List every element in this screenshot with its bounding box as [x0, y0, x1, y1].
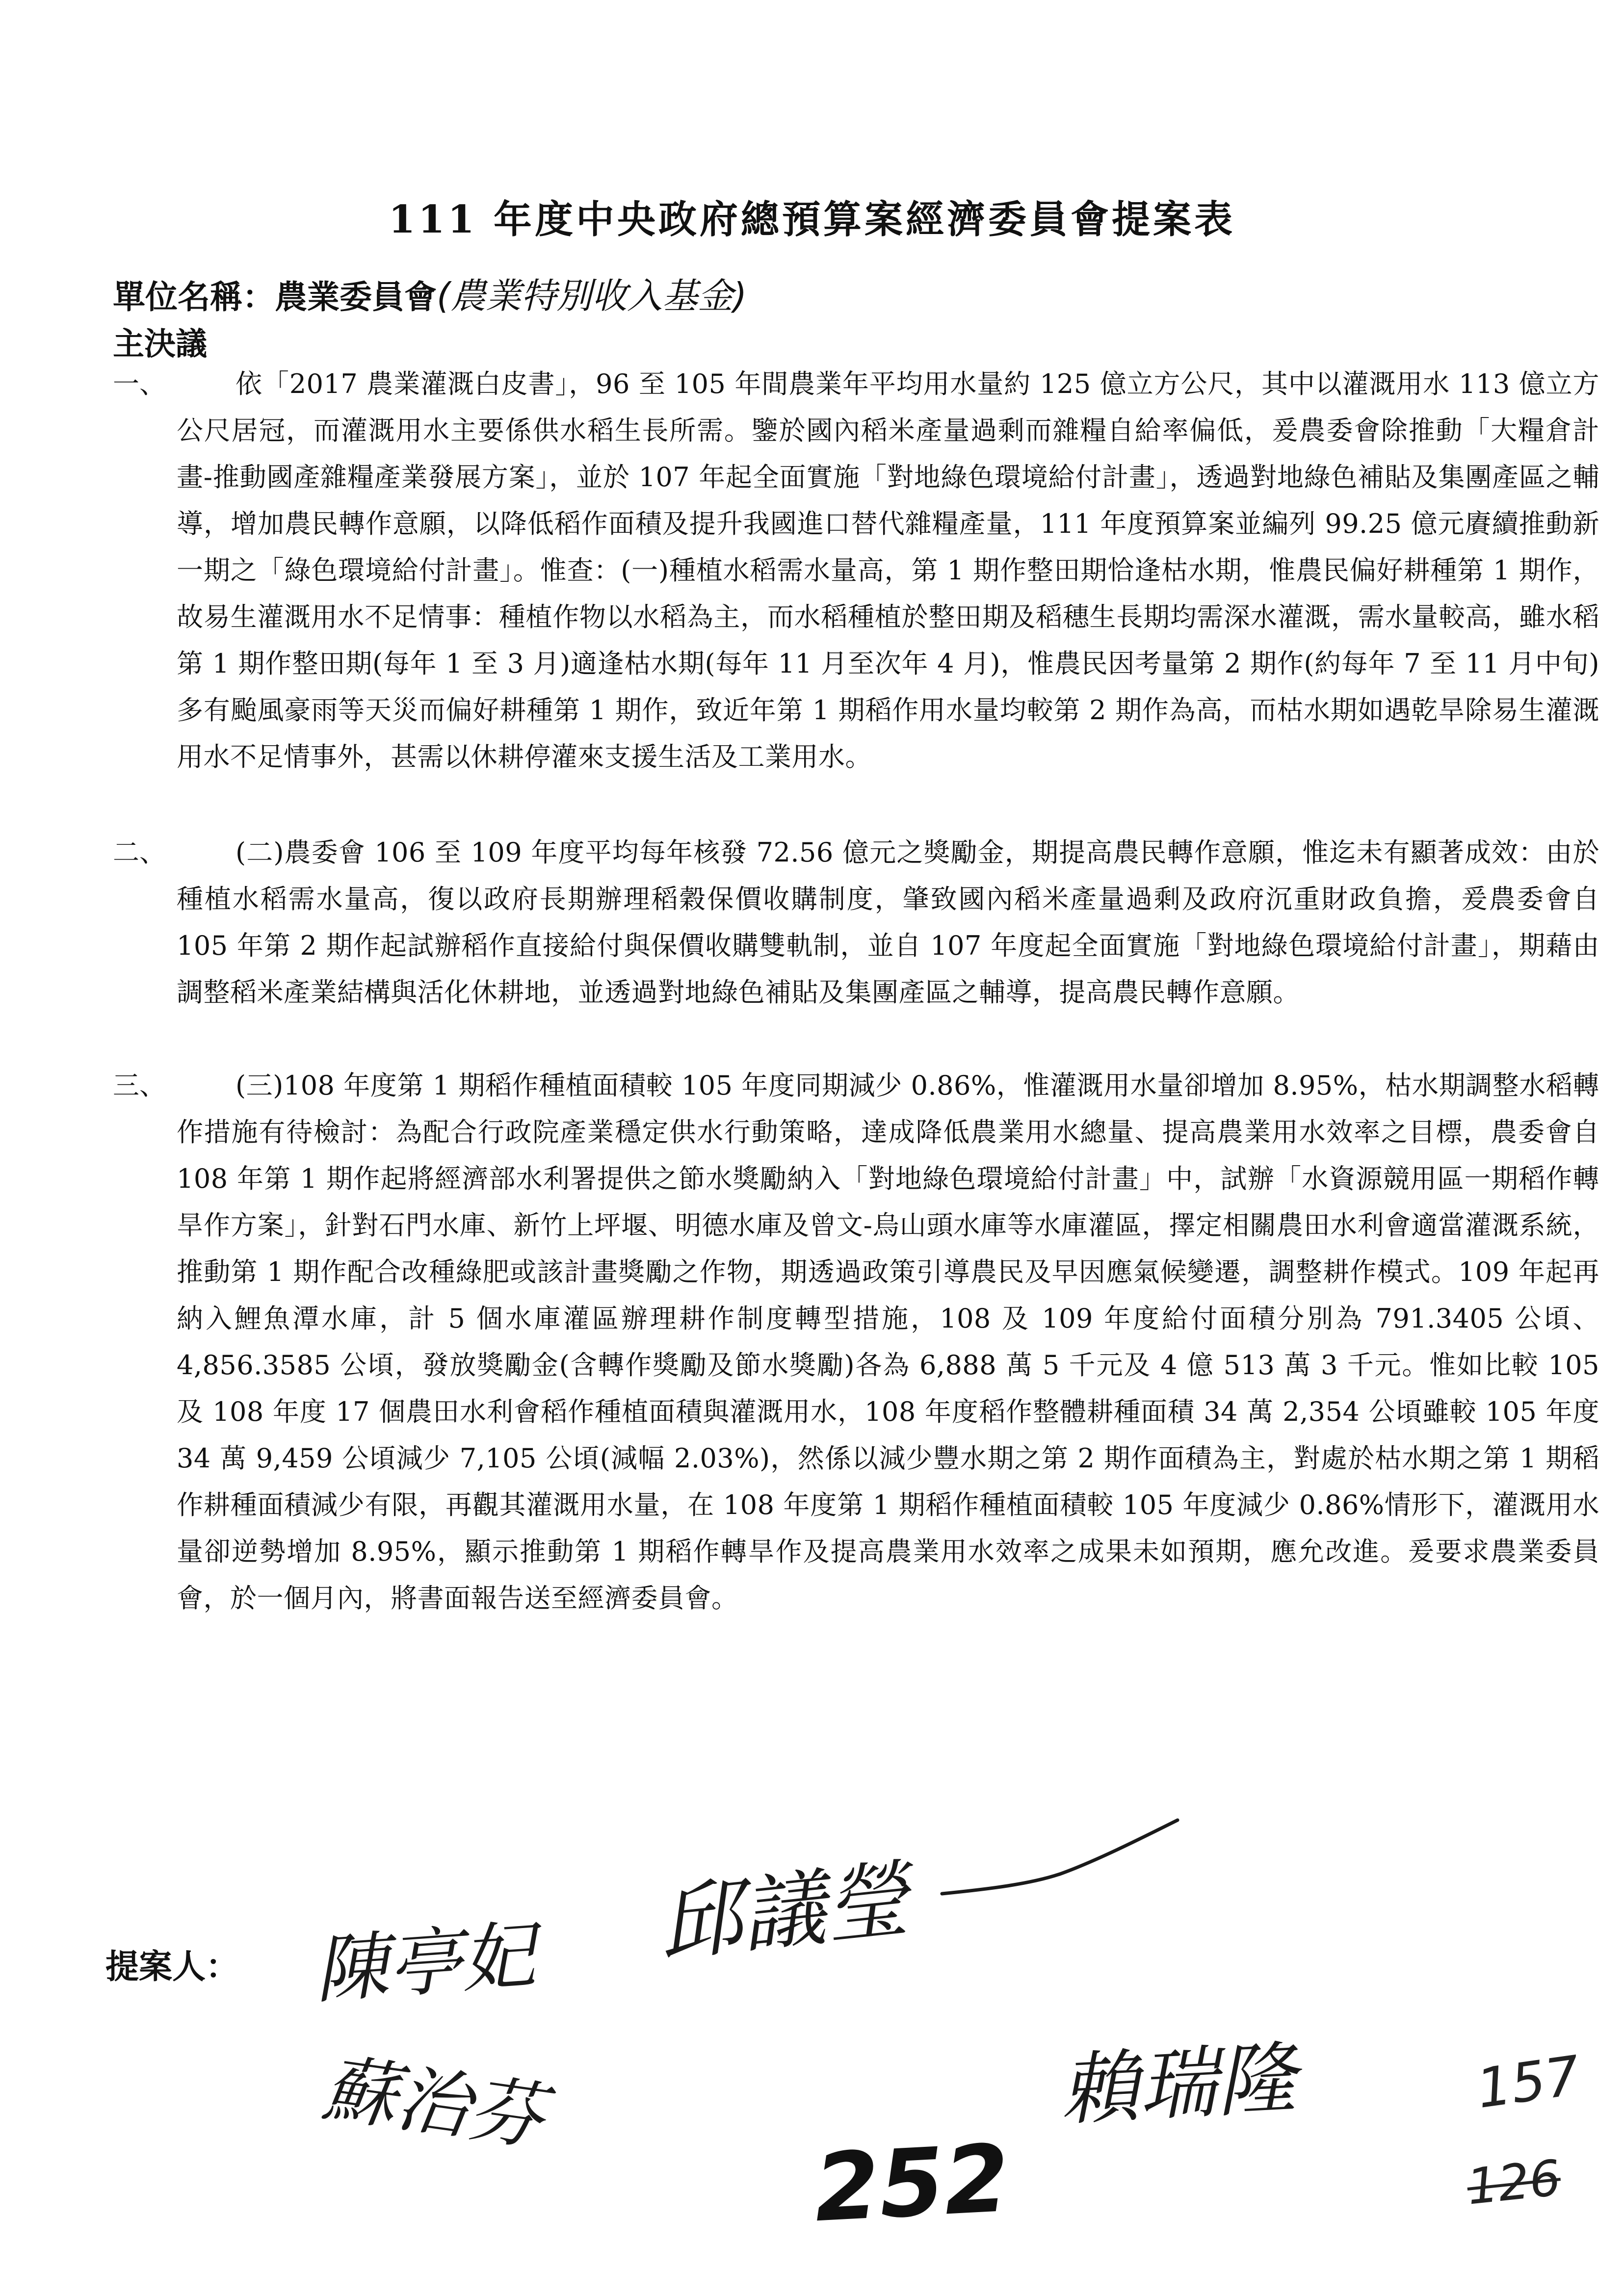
margin-number-struck: 126 — [1464, 2149, 1564, 2216]
item-number: 一、 — [113, 368, 166, 399]
unit-line — [113, 267, 747, 318]
signature: 陳亭妃 — [312, 1913, 538, 2014]
resolution-heading: 主決議 — [113, 326, 207, 363]
item-text: (三)108 年度第 1 期稻作種植面積較 105 年度同期減少 0.86%，惟灌溉用水量卻增加 8.95%，枯水期調整水稻轉作措施有待檢討：為配合行政院產業穩定供水行動策略，達成降低農業用水總量、提高農業用水效率之目標，農委會自 108 年第 1 期作起將經濟部水利署提供之節水獎勵納入「對地綠色環境給付計畫」中，試辦「水資源競用區一期稻作轉旱作方案」，針對石門水庫、新竹上坪堰、明德水庫及曾文-烏山頭水庫等水庫灌區，擇定相關農田水利會適當灌溉系統，推動第 1 期作配合改種綠肥或該計畫獎勵之作物，期透過政策引導農民及早因應氣候變遷，調整耕作模式。109 年起再納入鯉魚潭水庫，計 5 個水庫灌區辦理耕作制度轉型措施，108 及 109 年度給付面積分別為 791.3405 公頃、4,856.3585 公頃，發放獎勵金(含轉作獎勵及節水獎勵)各為 6,888 萬 5 千元及 4 億 513 萬 3 千元。惟如比較 105 及 108 年度 17 個農田水利會稻作種植面積與灌溉用水，108 年度稻作整體耕種面積 34 萬 2,354 公頃雖較 105 年度 34 萬 9,459 公頃減少 7,105 公頃(減幅 2.03%)，然係以減少豐水期之第 2 期作面積為主，對處於枯水期之第 1 期稻作耕種面積減少有限，再觀其灌溉用水量，在 108 年度第 1 期稻作種植面積較 105 年度減少 0.86%情形下，灌溉用水量卻逆勢增加 8.95%，顯示推動第 1 期稻作轉旱作及提高農業用水效率之成果未如預期，應允改進。爰要求農業委員會，於一個月內，將書面報告送至經濟委員會。 — [177, 1070, 1599, 1614]
margin-number: 157 — [1473, 2044, 1584, 2120]
item-text: (二)農委會 106 至 109 年度平均每年核發 72.56 億元之獎勵金，期提高農民轉作意願，惟迄未有顯著成效：由於種植水稻需水量高，復以政府長期辦理稻穀保價收購制度，肇致國內稻米產量過剩及政府沉重財政負擔，爰農委會自 105 年第 2 期作起試辦稻作直接給付與保價收購雙軌制，並自 107 年度起全面實施「對地綠色環境給付計畫」，期藉由調整稻米產業結構與活化休耕地，並透過對地綠色補貼及集團產區之輔導，提高農民轉作意願。 — [177, 837, 1599, 1008]
item-text: 依「2017 農業灌溉白皮書」，96 至 105 年間農業年平均用水量約 125 億立方公尺，其中以灌溉用水 113 億立方公尺居冠，而灌溉用水主要係供水稻生長所需。鑒於國內稻米產量過剩而雜糧自給率偏低，爰農委會除推動「大糧倉計畫-推動國產雜糧產業發展方案」，並於 107 年起全面實施「對地綠色環境給付計畫」，透過對地綠色補貼及集團產區之輔導，增加農民轉作意願，以降低稻作面積及提升我國進口替代雜糧產量，111 年度預算案並編列 99.25 億元賡續推動新一期之「綠色環境給付計畫」。惟查：(一)種植水稻需水量高，第 1 期作整田期恰逢枯水期，惟農民偏好耕種第 1 期作，故易生灌溉用水不足情事：種植作物以水稻為主，而水稻種植於整田期及稻穗生長期均需深水灌溉，需水量較高，雖水稻第 1 期作整田期(每年 1 至 3 月)適逢枯水期(每年 11 月至次年 4 月)，惟農民因考量第 2 期作(約每年 7 至 11 月中旬)多有颱風豪雨等天災而偏好耕種第 1 期作，致近年第 1 期稻作用水量均較第 2 期作為高，而枯水期如遇乾旱除易生灌溉用水不足情事外，甚需以休耕停灌來支援生活及工業用水。 — [177, 368, 1600, 772]
signature-flourish — [932, 1815, 1187, 1913]
unit-label: 單位名稱： — [113, 278, 275, 316]
signature: 蘇治芬 — [318, 2045, 549, 2161]
unit-name: 農業委員會 — [275, 278, 437, 316]
signature: 賴瑞隆 — [1058, 2032, 1298, 2137]
unit-handwritten-note: (農業特別收入基金) — [437, 275, 747, 316]
handwritten-page-number: 252 — [812, 2124, 1012, 2243]
document-title: 111 年度中央政府總預算案經濟委員會提案表 — [389, 197, 1235, 242]
item-number: 二、 — [113, 837, 166, 868]
signature: 邱議瑩 — [654, 1851, 913, 1974]
item-number: 三、 — [113, 1070, 166, 1101]
proposer-label: 提案人： — [105, 1947, 239, 1986]
